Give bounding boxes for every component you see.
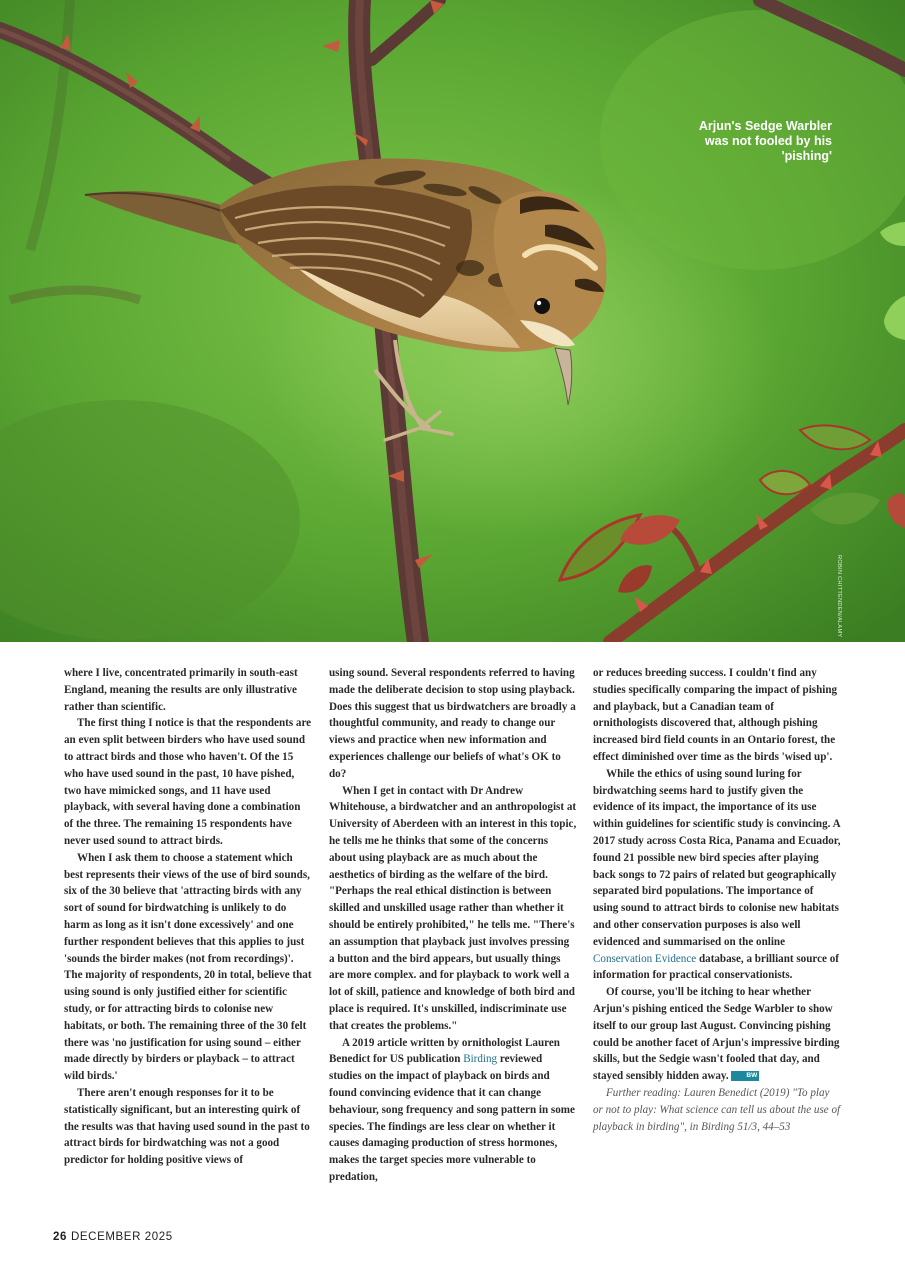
paragraph: The first thing I notice is that the respondents are an even split between birders who have used sound to attract birds and those who haven't. Of the 15 who have used sound in the past, 10 have pished, two have mimicked songs, and 11 have used playback, with several having done a combination of the three. The remaining 15 respondents have never used sound to attract birds. <box>64 717 312 847</box>
paragraph-text: database, a brilliant source of information for practical conservationists. <box>593 952 839 982</box>
paragraph: using sound. Several respondents referred to having made the deliberate decision to stop using playback. Does this suggest that us birdwatchers are broadly a thoughtful community, and ready to change our views and practice when new information and experiences challenge our beliefs of what's OK to do? <box>329 667 576 780</box>
paragraph-text: reviewed studies on the impact of playback on birds and found convincing evidence that it can change behaviour, song frequency and song pattern in some species. The findings are less clear on whether it causes damaging production of stress hormones, makes the target species more vulnerable to predation, <box>329 1053 575 1183</box>
paragraph-text: A 2019 article written by ornithologist Lauren Benedict for US publication <box>329 1036 560 1066</box>
page-footer <box>53 1231 173 1243</box>
paragraph: where I live, concentrated primarily in south-east England, meaning the results are only illustrative rather than scientific. <box>64 667 298 713</box>
birding-link[interactable]: Birding <box>463 1053 498 1066</box>
article-column-3 <box>593 665 841 1135</box>
paragraph: or reduces breeding success. I couldn't find any studies specifically comparing the impact of pishing and playback, but a Canadian team of ornithologists discovered that, although pishing increased bird field counts in an Ontario forest, the effect diminished over time as the birds 'wised up'. <box>593 667 838 763</box>
end-mark-icon: BW <box>731 1071 759 1081</box>
conservation-evidence-link[interactable]: Conservation Evidence <box>593 952 697 965</box>
paragraph-text: While the ethics of using sound luring for birdwatching seems hard to justify given the evidence of its impact, the importance of its use within guidelines for scientific study is convincing. A 2017 study across Costa Rica, Panama and Ecuador, found 21 possible new bird species after playing back songs to 72 pairs of related but geographically separated bird populations. The importance of using sound to attract birds to colonise new habitats and other conservation purposes is also well evidenced and summarised on the online <box>593 767 841 948</box>
further-reading: Further reading: Lauren Benedict (2019) "To play or not to play: What science can tell us about the use of playback in birding", in Birding 51/3, 44–53 <box>593 1086 841 1133</box>
photo-credit: ROBIN CHITTENDEN/ALAMY <box>836 555 842 638</box>
paragraph <box>593 984 841 1085</box>
paragraph <box>593 766 841 984</box>
page-number: 26 <box>53 1231 67 1243</box>
paragraph: When I get in contact with Dr Andrew Whitehouse, a birdwatcher and an anthropologist at University of Aberdeen with an interest in this topic, he tells me he thinks that some of the concerns about using playback are as much about the aesthetics of birding as the welfare of the bird. "Perhaps the real ethical distinction is between skilled and unskilled usage rather than whether it should be entirely prohibited," he tells me. "There's an assumption that playback just involves pressing a button and the bird appears, but usually things are more complex. and for playback to work well a lot of skill, patience and knowledge of both bird and place is required. It's unskilled, indiscriminate use that creates the problems." <box>329 784 577 1032</box>
article-column-2 <box>329 665 577 1186</box>
paragraph <box>329 1035 577 1186</box>
photo-caption: Arjun's Sedge Warbler was not fooled by his 'pishing' <box>698 119 832 163</box>
paragraph-text: Of course, you'll be itching to hear whether Arjun's pishing enticed the Sedge Warbler to show itself to our group last August. Convincing pishing could be another facet of Arjun's impressive birding skills, but the Sedgie wasn't fooled that day, and stayed sensibly hidden away. <box>593 986 840 1083</box>
article-column-1 <box>64 665 312 1169</box>
paragraph: When I ask them to choose a statement which best represents their views of the use of bird sounds, six of the 30 believe that 'attracting birds with any sort of sound for birdwatching is unlikely to do harm as long as it isn't done excessively' and one further respondent believes that this applies to just 'sounds the birder makes (not from recordings)'. The majority of respondents, 20 in total, believe that using sound is only justified either for scientific study, or for attracting birds to colonise new habitats, or both. The remaining three of the 30 felt there was 'no justification for using sound – either made directly by birders or playback – to attract wild birds.' <box>64 851 312 1083</box>
paragraph: There aren't enough responses for it to be statistically significant, but an interesting quirk of the results was that having used sound in the past to attract birds for birdwatching was not a good predictor for holding positive views of <box>64 1086 310 1167</box>
issue-date: DECEMBER 2025 <box>71 1231 173 1243</box>
